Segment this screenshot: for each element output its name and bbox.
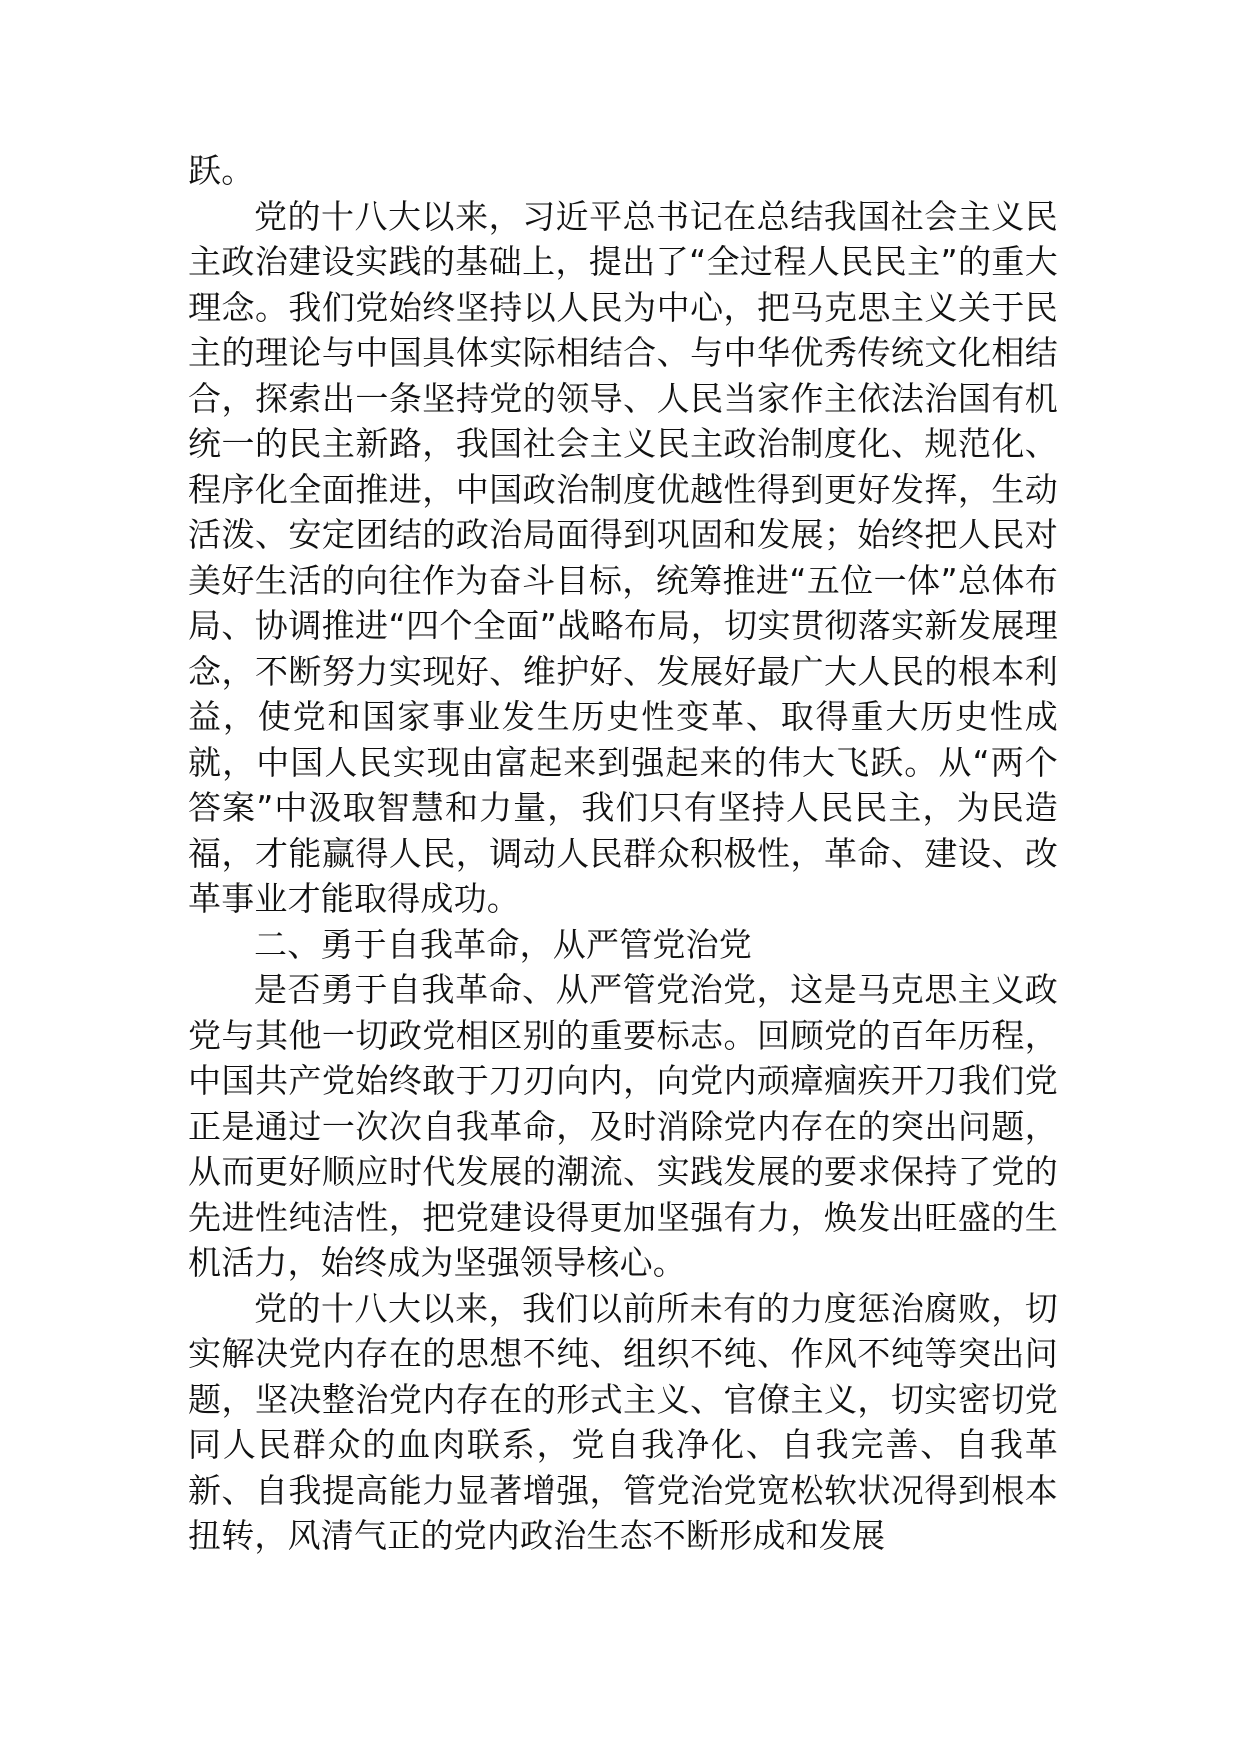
section-heading-self-revolution: 二、勇于自我革命，从严管党治党 xyxy=(254,924,752,964)
paragraph-self-revolution: 是否勇于自我革命、从严管党治党，这是马克思主义政党与其他一切政党相区别的重要标志。回顾党的百年历程，中国共产党始终敢于刀刃向内，向党内顽瘴痼疾开刀我们党正是通过一次次自我革命，及时消除党内存在的突出问题，从而更好顺应时代发展的潮流、实践发展的要求保持了党的先进性纯洁性，把党建设得更加坚强有力，焕发出旺盛的生机活力，始终成为坚强领导核心。 xyxy=(188,970,1058,1282)
paragraph-anti-corruption: 党的十八大以来，我们以前所未有的力度惩治腐败，切实解决党内存在的思想不纯、组织不纯、作风不纯等突出问题，坚决整治党内存在的形式主义、官僚主义，切实密切党同人民群众的血肉联系，党自我净化、自我完善、自我革新、自我提高能力显著增强，管党治党宽松软状况得到根本扭转，风清气正的党内政治生态不断形成和发展 xyxy=(188,1288,1058,1555)
paragraph-people-democracy: 党的十八大以来，习近平总书记在总结我国社会主义民主政治建设实践的基础上，提出了“全过程人民民主”的重大理念。我们党始终坚持以人民为中心，把马克思主义关于民主的理论与中国具体实际相结合、与中华优秀传统文化相结合，探索出一条坚持党的领导、人民当家作主依法治国有机统一的民主新路，我国社会主义民主政治制度化、规范化、程序化全面推进，中国政治制度优越性得到更好发挥，生动活泼、安定团结的政治局面得到巩固和发展；始终把人民对美好生活的向往作为奋斗目标，统筹推进“五位一体”总体布局、协调推进“四个全面”战略布局，切实贯彻落实新发展理念，不断努力实现好、维护好、发展好最广大人民的根本利益，使党和国家事业发生历史性变革、取得重大历史性成就，中国人民实现由富起来到强起来的伟大飞跃。从“两个答案”中汲取智慧和力量，我们只有坚持人民民主，为民造福，才能赢得人民，调动人民群众积极性，革命、建设、改革事业才能取得成功。 xyxy=(188,196,1058,918)
paragraph-continuation: 跃。 xyxy=(188,151,255,190)
document-page xyxy=(188,148,1058,1559)
